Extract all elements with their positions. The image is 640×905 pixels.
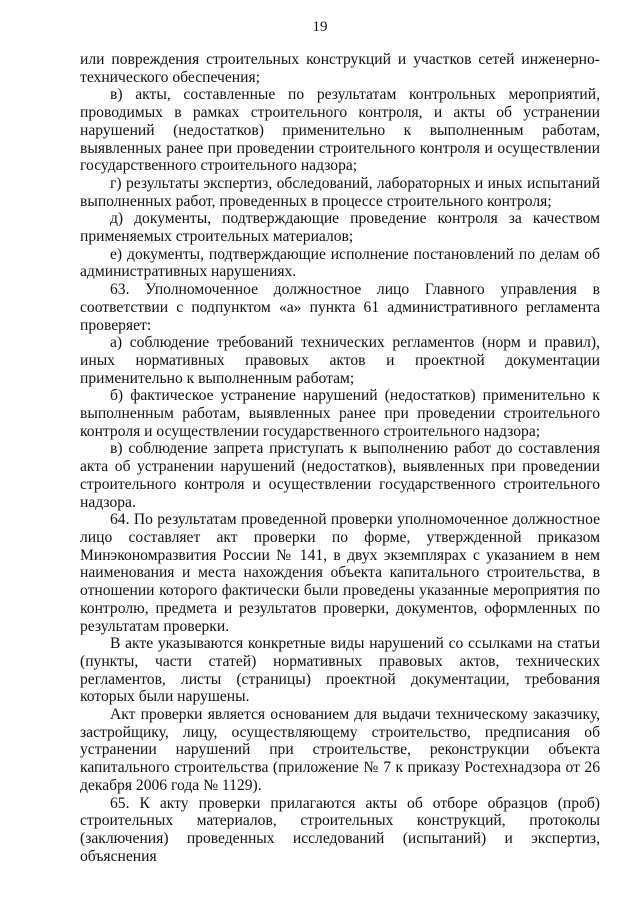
paragraph-63-item-v: в) соблюдение запрета приступать к выполнению работ до составления акта об устранении нарушений (недостатков), выявленных при проведении строительного контроля и осуществлении государственного строительного надзора. xyxy=(80,440,600,511)
paragraph-item-v: в) акты, составленные по результатам контрольных мероприятий, проводимых в рамках строительного контроля, и акты об устранении нарушений (недостатков) применительно к выполненным работам, выявленных ранее при проведении строительного контроля и осуществлении государственного строительного надзора; xyxy=(80,86,600,175)
paragraph-63-item-b: б) фактическое устранение нарушений (недостатков) применительно к выполненным работам, выявленных ранее при проведении строительного контроля и осуществлении государственного строительного надзора; xyxy=(80,387,600,440)
paragraph-continuation: или повреждения строительных конструкций и участков сетей инженерно-технического обеспечения; xyxy=(80,51,600,86)
paragraph-65: 65. К акту проверки прилагаются акты об отборе образцов (проб) строительных материалов, строительных конструкций, протоколы (заключения) проведенных исследований (испытаний) и экспертиз, объяснения xyxy=(80,794,600,865)
page-number: 19 xyxy=(312,19,328,35)
paragraph-item-e: е) документы, подтверждающие исполнение постановлений по делам об административных нарушениях. xyxy=(80,245,600,281)
paragraph-item-d: д) документы, подтверждающие проведение контроля за качеством применяемых строительных материалов; xyxy=(80,210,600,246)
paragraph-inspection-act: Акт проверки является основанием для выдачи техническому заказчику, застройщику, лицу, осуществляющему строительство, предписания об устранении нарушений при строительстве, реконструкции объекта капитального строительства (приложение № 7 к приказу Ростехнадзора от 26 декабря 2006 года № 1129). xyxy=(80,706,600,794)
paragraph-64: 64. По результатам проведенной проверки уполномоченное должностное лицо составляет акт проверки по форме, утвержденной приказом Минэкономразвития России № 141, в двух экземплярах с указанием в нем наименования и места нахождения объекта капитального строительства, в отношении которого фактически были проведены указанные мероприятия по контролю, предмета и результатов проверки, документов, оформленных по результатам проверки. xyxy=(80,511,600,635)
paragraph-item-g: г) результаты экспертиз, обследований, лабораторных и иных испытаний выполненных работ, проведенных в процессе строительного контроля; xyxy=(80,174,600,210)
paragraph-violations: В акте указываются конкретные виды нарушений со ссылками на статьи (пункты, части статей) нормативных правовых актов, технических регламентов, листы (страницы) проектной документации, требования которых были нарушены. xyxy=(80,635,600,706)
document-body xyxy=(80,51,600,865)
paragraph-63-item-a: а) соблюдение требований технических регламентов (норм и правил), иных нормативных правовых актов и проектной документации применительно к выполненным работам; xyxy=(80,334,600,387)
paragraph-63: 63. Уполномоченное должностное лицо Главного управления в соответствии с подпунктом «а» пункта 61 административного регламента проверяет: xyxy=(80,281,600,334)
